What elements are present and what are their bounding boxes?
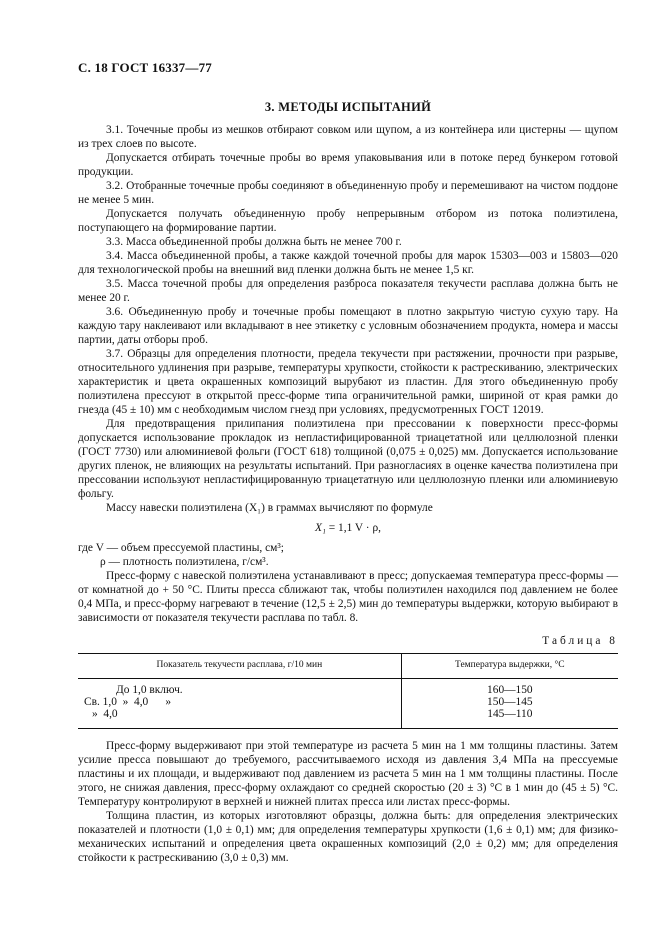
paragraph: 3.2. Отобранные точечные пробы соединяют в объединенную пробу и перемешивают на чистом поддоне не менее 5 мин. (78, 180, 618, 206)
cell-temperature: 160—150 (487, 684, 533, 696)
paragraph: 3.7. Образцы для определения плотности, предела текучести при растяжении, прочности при разрыве, относительного удлинения при разрыве, температуры хрупкости, стойкости к растрескиванию, электрических характеристик и цвета окрашенных композиций вырубают из пластин. Для этого объединенную пробу полиэтилена прессуют в открытой пресс-форме типа ограничительной рамки, шириной от края рамки до гнезда (45 ± 10) мм с необходимым числом гнезд при условиях, предусмотренных ГОСТ 12019. (78, 348, 618, 416)
paragraphs-after (78, 739, 618, 865)
document-page (78, 60, 618, 865)
paragraphs-before (78, 123, 618, 515)
cell-melt-flow: » 4,0 (78, 708, 401, 729)
header-melt-flow: Показатель текучести расплава, г/10 мин (78, 654, 401, 679)
formula-rhs: = 1,1 V · ρ, (328, 522, 381, 534)
legend-row: где V — объем прессуемой пластины, см³; (78, 542, 284, 554)
table-caption: Таблица 8 (542, 635, 618, 647)
table-row (78, 708, 618, 729)
legend-row: ρ — плотность полиэтилена, г/см³. (100, 556, 269, 568)
paragraph: Толщина пластин, из которых изготовляют образцы, должна быть: для определения электрических показателей и плотности (1,0 ± 0,1) мм; для определения температуры хрупкости (1,6 ± 0,1) мм; для физико-механических испытаний и определения цвета окрашенных композиций (2,0 ± 0,2) мм; для определения стойкости к растрескиванию (3,0 ± 0,3) мм. (78, 810, 618, 864)
table-8 (78, 653, 618, 729)
paragraph: Допускается отбирать точечные пробы во время упаковывания или в потоке перед бункером готовой продукции. (78, 152, 618, 178)
paragraph: 3.3. Масса объединенной пробы должна быть не менее 700 г. (106, 236, 402, 248)
cell-temperature: 150—145 (487, 696, 533, 708)
table-header-row (78, 654, 618, 679)
section-title: 3. МЕТОДЫ ИСПЫТАНИЙ (264, 100, 432, 114)
cell-melt-flow: Св. 1,0 » 4,0 » (78, 696, 401, 708)
paragraph: 3.4. Масса объединенной пробы, а также каждой точечной пробы для марок 15303—003 и 15803—020 для технологической пробы на внешний вид пленки должна быть не менее 1,5 кг. (78, 250, 618, 276)
page-header: С. 18 ГОСТ 16337—77 (78, 60, 212, 75)
paragraph: Пресс-форму выдерживают при этой температуре из расчета 5 мин на 1 мм толщины пластины. Затем усилие пресса повышают до требуемого, рассчитываемого исходя из давления 3,4 МПа на прессуемые пластины и их площади, и выдерживают под давлением из расчета 5 мин на 1 мм толщины пластины. После этого, не снижая давления, пресс-форму охлаждают со средней скоростью (20 ± 3) °С в 1 мин до (45 ± 5) °С. Температуру контролируют в верхней и нижней плитах пресса или листах пресс-формы. (78, 740, 618, 808)
cell-temperature: 145—110 (401, 708, 618, 729)
table-row (78, 696, 618, 708)
table-row (78, 679, 618, 697)
paragraph: Пресс-форму с навеской полиэтилена устанавливают в пресс; допускаемая температура пресс-формы — от комнатной до + 50 °С. Плиты пресса сближают так, чтобы полиэтилен находился под давлением не более 0,4 МПа, и пресс-форму нагревают в течение (12,5 ± 2,5) мин до температуры выдержки, которую выбирают в зависимости от показателя текучести расплава по табл. 8. (78, 570, 618, 624)
formula-lhs: X₁ (315, 522, 326, 534)
paragraph: Для предотвращения прилипания полиэтилена при прессовании к поверхности пресс-формы допускается использование прокладок из непластифицированной триацетатной или целлюлозной пленки (ГОСТ 7730) или алюминиевой фольги (ГОСТ 618) толщиной (0,075 ± 0,025) мм. Допускается использование других пленок, не влияющих на результаты испытаний. При разногласиях в оценке качества полиэтилена при прессовании используют непластифицированную триацетатную или целлюлозную пленки или алюминиевую фольгу. (78, 418, 618, 500)
paragraph: Допускается получать объединенную пробу непрерывным отбором из потока полиэтилена, поступающего на формирование партии. (78, 208, 618, 234)
mass-formula (78, 521, 618, 535)
header-temperature: Температура выдержки, °С (401, 654, 618, 679)
paragraph: 3.6. Объединенную пробу и точечные пробы помещают в плотно закрытую чистую сухую тару. На каждую тару наклеивают или вкладывают в нее этикетку с условным обозначением продукта, номера и массы партии, даты отборы проб. (78, 306, 618, 346)
paragraph: 3.1. Точечные пробы из мешков отбирают совком или щупом, а из контейнера или цистерны — щупом из трех слоев по высоте. (78, 124, 618, 150)
paragraph: Массу навески полиэтилена (X₁) в граммах вычисляют по формуле (106, 502, 433, 514)
formula-legend (78, 541, 618, 569)
cell-melt-flow: До 1,0 включ. (78, 679, 401, 697)
paragraph: 3.5. Масса точечной пробы для определения разброса показателя текучести расплава должна быть не менее 20 г. (78, 278, 618, 304)
